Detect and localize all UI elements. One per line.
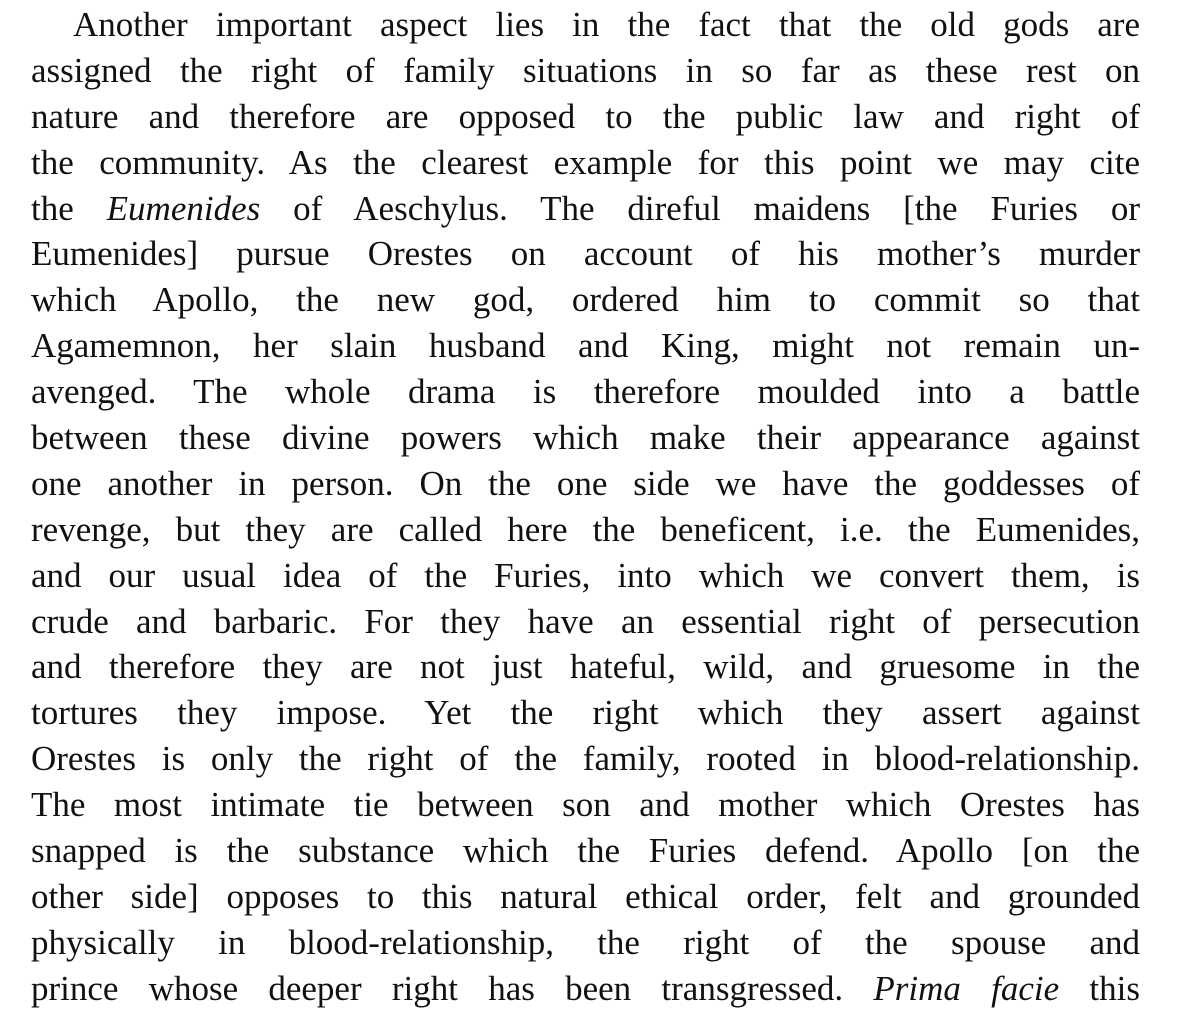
text-line bbox=[31, 140, 1140, 186]
text-run: the community. As the clearest example for this point we may cite bbox=[31, 142, 1140, 182]
text-run: assigned the right of family situations in so far as these rest on bbox=[31, 50, 1140, 90]
text-line bbox=[31, 415, 1140, 461]
text-line bbox=[31, 186, 1140, 232]
text-run: avenged. The whole drama is therefore moulded into a battle bbox=[31, 372, 1140, 412]
italic-title: Eumenides bbox=[106, 188, 261, 228]
text-run: Orestes is only the right of the family, rooted in blood-relationship. bbox=[31, 739, 1140, 779]
text-run: nature and therefore are opposed to the public law and right of bbox=[31, 96, 1140, 136]
text-line bbox=[31, 828, 1140, 874]
text-line bbox=[31, 48, 1140, 94]
text-line bbox=[31, 553, 1140, 599]
text-run: Eumenides] pursue Orestes on account of his mother’s murder bbox=[31, 234, 1140, 274]
text-run: which Apollo, the new god, ordered him to commit so that bbox=[31, 280, 1140, 320]
text-run: crude and barbaric. For they have an essential right of persecution bbox=[31, 601, 1140, 641]
text-run: this bbox=[1059, 968, 1140, 1008]
text-run: prince whose deeper right has been transgressed. bbox=[31, 968, 874, 1008]
text-run: Agamemnon, her slain husband and King, might not remain un- bbox=[31, 326, 1140, 366]
text-run: snapped is the substance which the Furies defend. Apollo [on the bbox=[31, 831, 1140, 871]
text-line bbox=[31, 461, 1140, 507]
text-run: of Aeschylus. The direful maidens [the Furies or bbox=[260, 188, 1140, 228]
text-line bbox=[31, 507, 1140, 553]
text-line bbox=[31, 782, 1140, 828]
text-run: between these divine powers which make their appearance against bbox=[31, 418, 1140, 458]
text-line bbox=[31, 231, 1140, 277]
italic-phrase: Prima facie bbox=[873, 968, 1060, 1008]
text-line bbox=[31, 369, 1140, 415]
text-line bbox=[31, 644, 1140, 690]
text-line bbox=[31, 874, 1140, 920]
text-line bbox=[31, 94, 1140, 140]
text-run: The most intimate tie between son and mother which Orestes has bbox=[31, 785, 1140, 825]
text-line bbox=[31, 277, 1140, 323]
text-line bbox=[31, 920, 1140, 966]
text-run: and therefore they are not just hateful, wild, and gruesome in the bbox=[31, 647, 1140, 687]
text-run: the bbox=[31, 188, 107, 228]
text-line bbox=[31, 2, 1140, 48]
text-line bbox=[31, 966, 1140, 1012]
text-run: tortures they impose. Yet the right which they assert against bbox=[31, 693, 1140, 733]
text-line bbox=[31, 323, 1140, 369]
text-run: one another in person. On the one side we have the goddesses of bbox=[31, 463, 1140, 503]
text-run: and our usual idea of the Furies, into which we convert them, is bbox=[31, 555, 1140, 595]
text-line bbox=[31, 690, 1140, 736]
text-page bbox=[31, 2, 1140, 1012]
text-run: Another important aspect lies in the fact that the old gods are bbox=[73, 5, 1140, 44]
text-run: other side] opposes to this natural ethical order, felt and grounded bbox=[31, 876, 1140, 916]
text-run bbox=[31, 189, 1140, 228]
text-line bbox=[31, 736, 1140, 782]
text-run bbox=[31, 969, 1140, 1008]
text-run: revenge, but they are called here the beneficent, i.e. the Eumenides, bbox=[31, 509, 1140, 549]
text-run: physically in blood-relationship, the right of the spouse and bbox=[31, 922, 1140, 962]
text-line bbox=[31, 599, 1140, 645]
